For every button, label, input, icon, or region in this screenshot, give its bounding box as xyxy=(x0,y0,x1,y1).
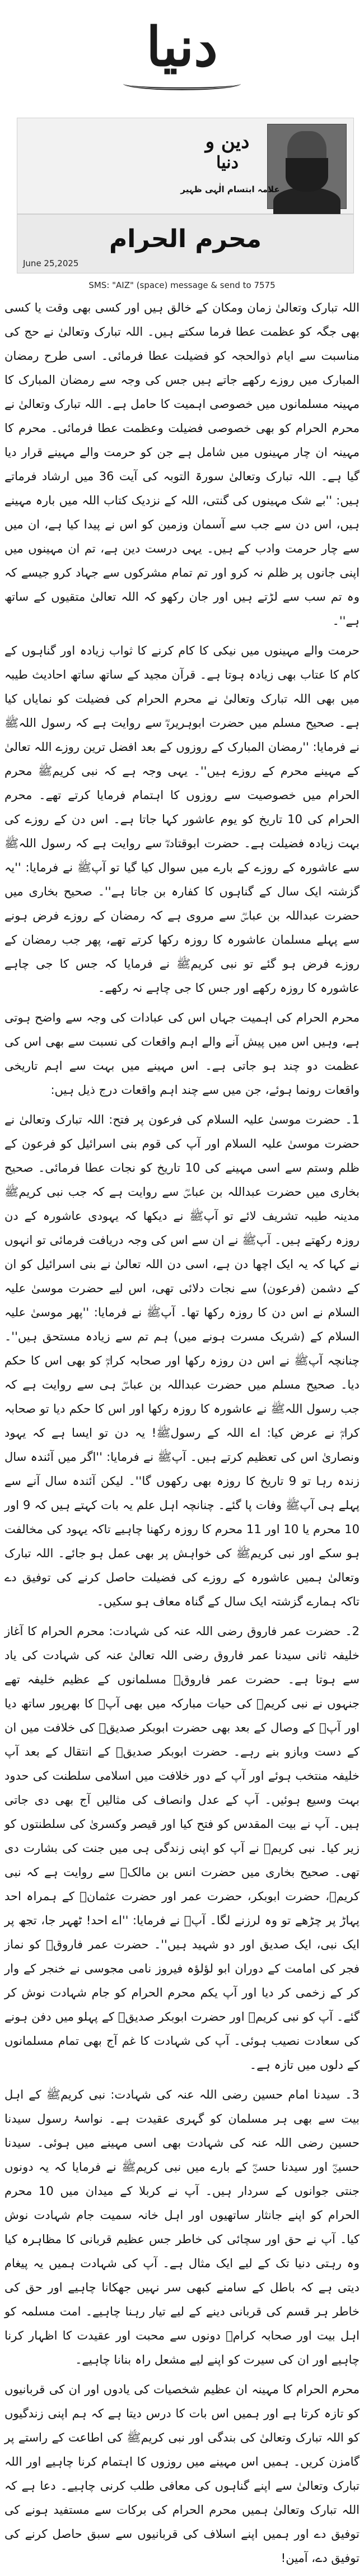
column-brand-line2: دنیا xyxy=(216,153,239,173)
column-brand xyxy=(185,131,269,181)
author-photo-beard xyxy=(286,158,328,192)
logo-wordmark: دنیا xyxy=(146,15,218,78)
article-paragraph: محرم الحرام کا مہینہ ان عظیم شخصیات کی یادوں اور ان کی قربانیوں کو تازہ کرتا ہے اور ہمیں اس بات کا درس دیتا ہے کہ ہم اپنی زندگیوں کو اللہ تبارک وتعالیٰ کی بندگی اور نبی کریمﷺ کی اطاعت کے راستے پر گامزن کریں۔ ہمیں اس مہینے میں روزوں کا اہتمام کرنا چاہیے اور اللہ تبارک وتعالیٰ سے اپنے گناہوں کی معافی طلب کرنی چاہیے۔ دعا ہے کہ اللہ تبارک وتعالیٰ ہمیں محرم الحرام کی برکات سے مستفید ہونے کی توفیق دے اور ہمیں اپنے اسلاف کی قربانیوں سے سبق حاصل کرنے کی توفیق دے، آمین! xyxy=(4,2383,360,2565)
byline-box xyxy=(17,118,354,214)
article-paragraph: اللہ تبارک وتعالیٰ زمان ومکان کے خالق ہیں اور کسی بھی وقت یا کسی بھی جگہ کو عظمت عطا فرما سکتے ہیں۔ اللہ تبارک وتعالیٰ نے حج کی مناسبت سے ایام ذوالحجہ کو فضیلت عطا فرمائی۔ اسی طرح رمضان المبارک میں روزے رکھے جاتے ہیں جس کی وجہ سے رمضان المبارک کا مہینہ مسلمانوں میں خصوصی اہمیت کا حامل ہے۔ اللہ تبارک وتعالیٰ نے محرم الحرام کو بھی خصوصی فضیلت وعظمت عطا فرمائی۔ محرم کا مہینہ ان چار مہینوں میں شامل ہے جن کو حرمت والے مہینے قرار دیا گیا ہے۔ اللہ تبارک وتعالیٰ سورۃ التوبہ کی آیت 36 میں ارشاد فرماتے ہیں: ''بے شک مہینوں کی گنتی، اللہ کے نزدیک کتاب اللہ میں بارہ مہینے ہیں، اس دن سے جب سے آسمان وزمین کو اس نے پیدا کیا ہے، ان میں سے چار حرمت وادب کے ہیں۔ یہی درست دین ہے، تم ان مہینوں میں اپنی جانوں پر ظلم نہ کرو اور تم تمام مشرکوں سے جہاد کرو جیسے کہ وہ تم سب سے لڑتے ہیں اور جان رکھو کہ اللہ تعالیٰ متقیوں کے ساتھ ہے''۔ xyxy=(4,301,360,628)
article-paragraph: 2۔ حضرت عمر فاروق رضی اللہ عنہ کی شہادت: محرم الحرام کا آغاز خلیفہ ثانی سیدنا عمر فاروق رضی اللہ تعالیٰ عنہ کی شہادت کی یاد سے ہوتا ہے۔ حضرت عمر فاروقؓ مسلمانوں کے عظیم خلیفہ تھے جنہوں نے نبی کریمﷺ کی حیات مبارکہ میں بھی آپﷺ کا بھرپور ساتھ دیا اور آپﷺ کے وصال کے بعد بھی حضرت ابوبکر صدیقؓ کی خلافت میں ان کے دست وبازو بنے رہے۔ حضرت ابوبکر صدیقؓ کے انتقال کے بعد آپ خلیفہ منتخب ہوئے اور آپ کے دور خلافت میں اسلامی سلطنت کی حدود بہت وسیع ہوئیں۔ آپ کے عدل وانصاف کی مثالیں آج بھی دی جاتی ہیں۔ آپ نے بیت المقدس کو فتح کیا اور قیصر وکسریٰ کی سلطنتوں کو زیر کیا۔ نبی کریمﷺ نے آپ کو اپنی زندگی ہی میں جنت کی بشارت دی تھی۔ صحیح بخاری میں حضرت انس بن مالکؓ سے روایت ہے کہ نبی کریمﷺ، حضرت ابوبکر، حضرت عمر اور حضرت عثمانؓ کے ہمراہ احد پہاڑ پر چڑھے تو وہ لرزنے لگا۔ آپﷺ نے فرمایا: ''اے احد! ٹھہر جا، تجھ پر ایک نبی، ایک صدیق اور دو شہید ہیں''۔ حضرت عمر فاروقؓ کو نماز فجر کی امامت کے دوران ابو لؤلؤہ فیروز نامی مجوسی نے خنجر کے وار کر کے زخمی کر دیا اور آپ یکم محرم الحرام کو جام شہادت نوش کر گئے۔ آپ کو نبی کریمﷺ اور حضرت ابوبکر صدیقؓ کے پہلو میں دفن ہونے کی سعادت نصیب ہوئی۔ آپ کی شہادت کا غم آج بھی تمام مسلمانوں کے دلوں میں تازہ ہے۔ xyxy=(4,1624,360,2072)
newspaper-logo xyxy=(115,7,249,94)
article-paragraph: 3۔ سیدنا امام حسین رضی اللہ عنہ کی شہادت: نبی کریمﷺ کے اہل بیت سے بھی ہر مسلمان کو گہری عقیدت ہے۔ نواسۂ رسول سیدنا حسین رضی اللہ عنہ کی شہادت بھی اسی مہینے میں ہوئی۔ سیدنا حسینؓ اور سیدنا حسنؓ کے بارے میں نبی کریمﷺ نے فرمایا کہ یہ دونوں جنتی جوانوں کے سردار ہیں۔ آپ نے کربلا کے میدان میں 10 محرم الحرام کو اپنے جانثار ساتھیوں اور اہل خانہ سمیت جام شہادت نوش کیا۔ آپ نے حق اور سچائی کی خاطر جس عظیم قربانی کا مظاہرہ کیا وہ رہتی دنیا تک کے لیے ایک مثال ہے۔ آپ کی شہادت ہمیں یہ پیغام دیتی ہے کہ باطل کے سامنے کبھی سر نہیں جھکانا چاہیے اور حق کی خاطر ہر قسم کی قربانی دینے کے لیے تیار رہنا چاہیے۔ امت مسلمہ کو اہل بیت اور صحابہ کرامؓ دونوں سے محبت اور عقیدت کا اظہار کرنا چاہیے اور ان کی سیرت کو اپنے لیے مشعل راہ بنانا چاہیے۔ xyxy=(4,2088,360,2366)
publish-date: June 25,2025 xyxy=(23,258,79,268)
logo-flourish xyxy=(123,77,241,90)
title-band xyxy=(17,214,354,273)
column-brand-line1: دین و xyxy=(205,131,250,153)
article-body xyxy=(4,296,360,2576)
article-paragraph: محرم الحرام کی اہمیت جہاں اس کی عبادات کی وجہ سے واضح ہوتی ہے، وہیں اس میں پیش آنے والے اہم واقعات کی نسبت سے بھی اس کی عظمت دو چند ہو جاتی ہے۔ اس مہینے میں بہت سے اہم تاریخی واقعات رونما ہوئے، جن میں سے چند اہم واقعات درج ذیل ہیں: xyxy=(4,1011,360,1097)
article-paragraph: 1۔ حضرت موسیٰ علیہ السلام کی فرعون پر فتح: اللہ تبارک وتعالیٰ نے حضرت موسیٰ علیہ السلام اور آپ کی قوم بنی اسرائیل کو فرعون کے ظلم وستم سے اسی مہینے کی 10 تاریخ کو نجات عطا فرمائی۔ صحیح بخاری میں حضرت عبداللہ بن عباسؓ سے روایت ہے کہ جب نبی کریمﷺ مدینہ طیبہ تشریف لائے تو آپﷺ نے دیکھا کہ یہودی عاشورہ کے دن روزہ رکھتے ہیں۔ آپﷺ نے ان سے اس کی وجہ دریافت فرمائی تو انہوں نے کہا کہ یہ ایک اچھا دن ہے، اسی دن اللہ تعالیٰ نے بنی اسرائیل کو ان کے دشمن (فرعون) سے نجات دلائی تھی، اس لیے حضرت موسیٰ علیہ السلام نے اس دن کا روزہ رکھا تھا۔ آپﷺ نے فرمایا: ''پھر موسیٰ علیہ السلام کے (شریک مسرت ہونے میں) ہم تم سے زیادہ مستحق ہیں''۔ چنانچہ آپﷺ نے اس دن روزہ رکھا اور صحابہ کرامؓ کو بھی اس کا حکم دیا۔ صحیح مسلم میں حضرت عبداللہ بن عباسؓ ہی سے روایت ہے کہ جب رسول اللہﷺ نے عاشورہ کا روزہ رکھا اور اس کا حکم دیا تو صحابہ کرامؓ نے عرض کیا: اے اللہ کے رسولﷺ! یہ دن تو ایسا ہے کہ یہود ونصاریٰ اس کی تعظیم کرتے ہیں۔ آپﷺ نے فرمایا: ''اگر میں آئندہ سال زندہ رہا تو 9 تاریخ کا روزہ بھی رکھوں گا''۔ لیکن آئندہ سال آنے سے پہلے ہی آپﷺ وفات پا گئے۔ چنانچہ اہل علم یہ بات کہتے ہیں کہ 9 اور 10 محرم یا 10 اور 11 محرم کا روزہ رکھنا چاہیے تاکہ یہود کی مخالفت ہو سکے اور نبی کریمﷺ کی خواہش پر بھی عمل ہو جائے۔ اللہ تبارک وتعالیٰ ہمیں عاشورہ کے روزے کی فضیلت حاصل کرنے کی توفیق دے تاکہ ہمارے گزشتہ ایک سال کے گناہ معاف ہو سکیں۔ xyxy=(4,1113,360,1608)
article-title: محرم الحرام xyxy=(109,225,262,253)
masthead xyxy=(0,0,364,112)
author-name: علامہ ابتسام الٰہی ظہیر xyxy=(180,184,280,194)
sms-info: SMS: "AIZ" (space) message & send to 7575 xyxy=(88,280,276,290)
article-paragraph: حرمت والے مہینوں میں نیکی کا کام کرنے کا ثواب زیادہ اور گناہوں کے کام کا عتاب بھی زیادہ ہوتا ہے۔ قرآن مجید کے ساتھ ساتھ احادیث طیبہ میں بھی اللہ تبارک وتعالیٰ نے محرم الحرام کی فضیلت کو نمایاں کیا ہے۔ صحیح مسلم میں حضرت ابوہریرہؓ سے روایت ہے کہ رسول اللہﷺ نے فرمایا: ''رمضان المبارک کے روزوں کے بعد افضل ترین روزے اللہ تعالیٰ کے مہینے محرم کے روزے ہیں''۔ یہی وجہ ہے کہ نبی کریمﷺ محرم الحرام میں خصوصیت سے روزوں کا اہتمام فرمایا کرتے تھے۔ محرم الحرام کی 10 تاریخ کو یوم عاشور کہا جاتا ہے۔ اس دن کے روزے کی بہت زیادہ فضیلت ہے۔ حضرت ابوقتادہؓ سے روایت ہے کہ رسول اللہﷺ سے عاشورہ کے روزے کے بارے میں سوال کیا گیا تو آپﷺ نے فرمایا: ''یہ گزشتہ ایک سال کے گناہوں کا کفارہ بن جاتا ہے''۔ صحیح بخاری میں حضرت عبداللہ بن عباسؓ سے مروی ہے کہ رمضان کے روزے فرض ہونے سے پہلے مسلمان عاشورہ کا روزہ رکھا کرتے تھے، پھر جب رمضان کے روزے فرض ہو گئے تو نبی کریمﷺ نے فرمایا کہ جس کا جی چاہے عاشورہ کا روزہ رکھے اور جس کا جی چاہے نہ رکھے۔ xyxy=(4,644,360,995)
author-photo xyxy=(267,124,347,209)
